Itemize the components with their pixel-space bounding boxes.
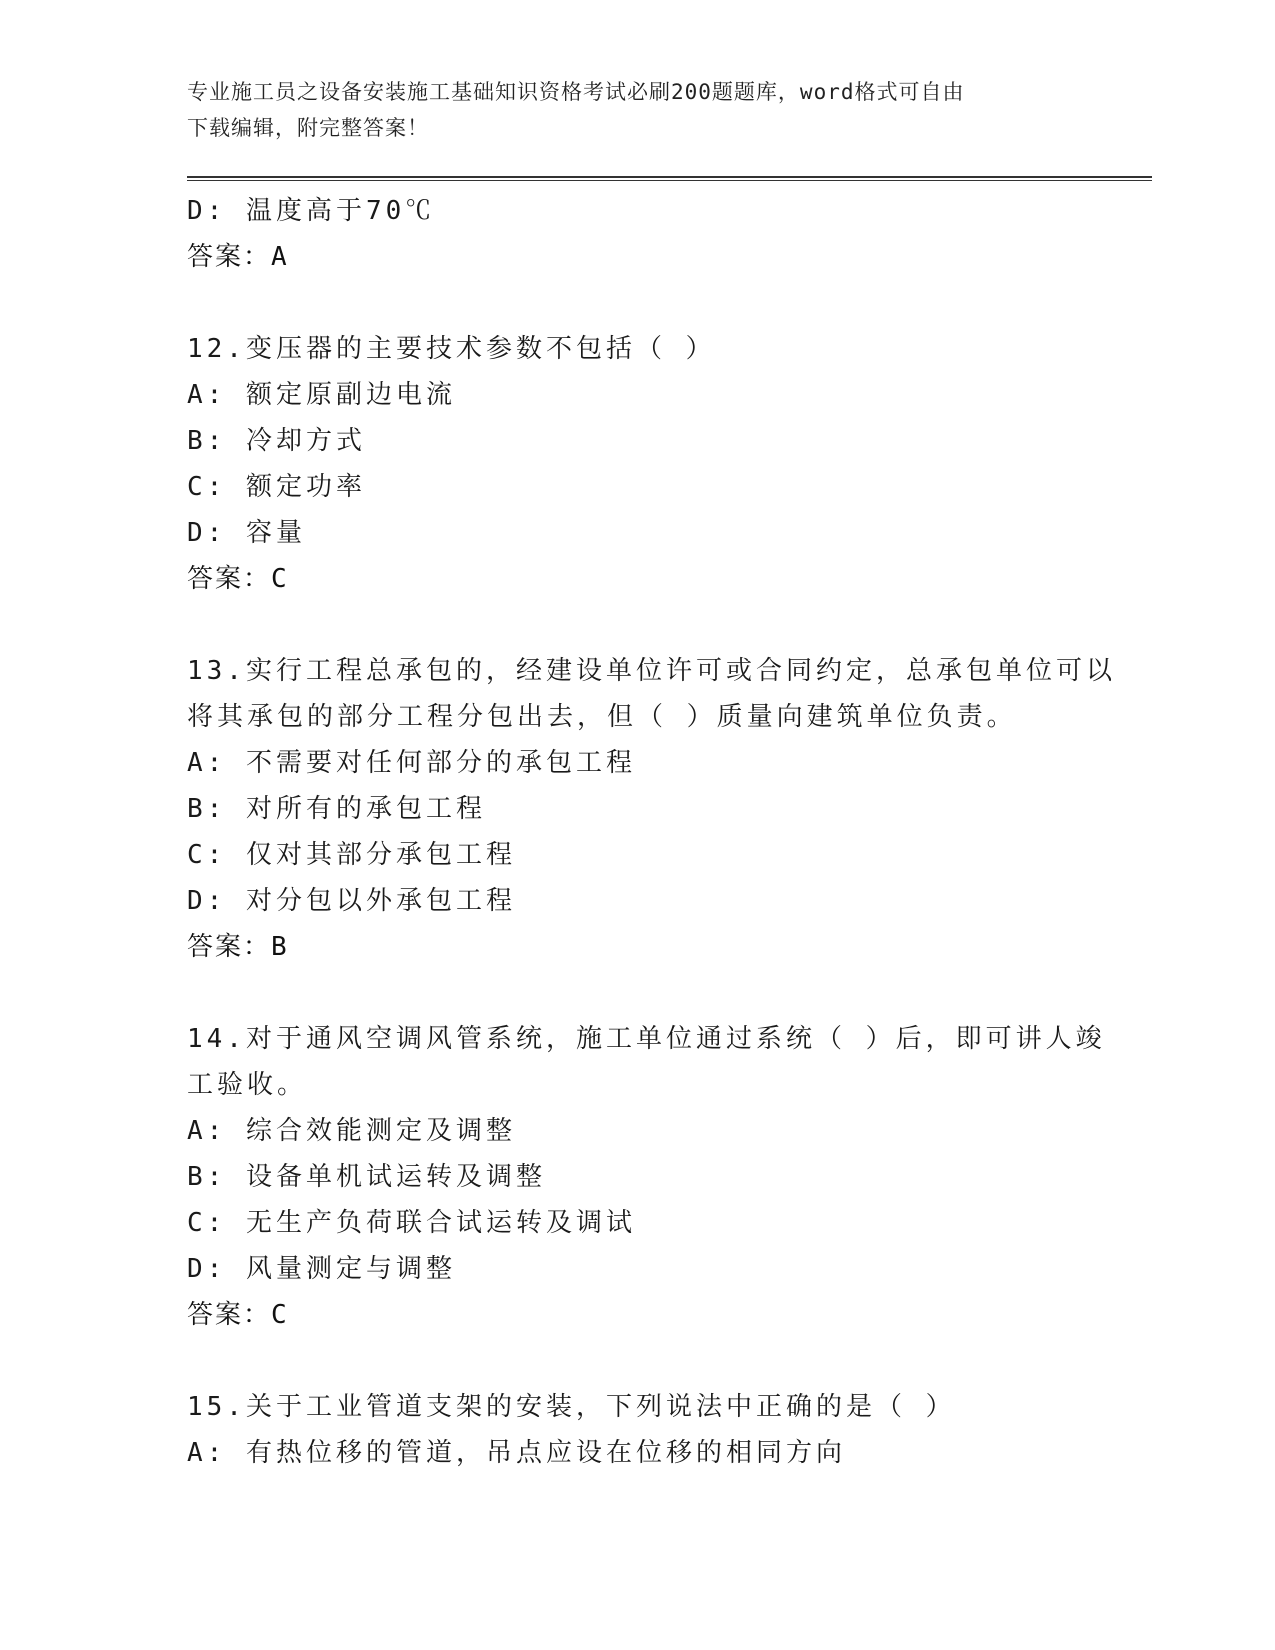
answer-label: 答案： xyxy=(187,242,272,272)
page-header xyxy=(187,74,1087,146)
option-a: A: 综合效能测定及调整 xyxy=(187,1116,516,1146)
header-title-line-1: 专业施工员之设备安装施工基础知识资格考试必刷200题题库，word格式可自由 xyxy=(187,80,965,104)
question-stem: 12.变压器的主要技术参数不包括（ ） xyxy=(187,334,716,364)
answer-value: C xyxy=(271,1300,287,1330)
option-b: B: 冷却方式 xyxy=(187,426,366,456)
question-list xyxy=(187,188,1116,1476)
question-stem-continued: 将其承包的部分工程分包出去，但（ ）质量向建筑单位负责。 xyxy=(187,702,1017,732)
answer-value: C xyxy=(271,564,287,594)
answer-value: B xyxy=(271,932,287,962)
option-d: D: 容量 xyxy=(187,518,306,548)
answer-line xyxy=(187,924,1087,970)
question-stem: 15.关于工业管道支架的安装，下列说法中正确的是（ ） xyxy=(187,1392,956,1422)
option-c: C: 无生产负荷联合试运转及调试 xyxy=(187,1208,636,1238)
answer-line xyxy=(187,1292,1087,1338)
option-d: D: 温度高于70℃ xyxy=(187,196,436,226)
option-a: A: 额定原副边电流 xyxy=(187,380,456,410)
option-d: D: 风量测定与调整 xyxy=(187,1254,456,1284)
spacer xyxy=(187,280,1087,326)
answer-label: 答案： xyxy=(187,564,272,594)
header-title-line-2: 下载编辑，附完整答案！ xyxy=(187,116,429,140)
question-stem: 13.实行工程总承包的，经建设单位许可或合同约定，总承包单位可以 xyxy=(187,656,1116,686)
option-b: B: 对所有的承包工程 xyxy=(187,794,486,824)
option-b: B: 设备单机试运转及调整 xyxy=(187,1162,546,1192)
question-stem-continued: 工验收。 xyxy=(187,1070,308,1100)
answer-label: 答案： xyxy=(187,932,272,962)
option-a: A: 不需要对任何部分的承包工程 xyxy=(187,748,636,778)
header-divider xyxy=(187,176,1152,181)
answer-line xyxy=(187,556,1087,602)
answer-label: 答案： xyxy=(187,1300,272,1330)
answer-line xyxy=(187,234,1087,280)
spacer xyxy=(187,970,1087,1016)
option-c: C: 额定功率 xyxy=(187,472,366,502)
answer-value: A xyxy=(271,242,287,272)
option-a: A: 有热位移的管道，吊点应设在位移的相同方向 xyxy=(187,1438,846,1468)
option-d: D: 对分包以外承包工程 xyxy=(187,886,516,916)
spacer xyxy=(187,602,1087,648)
question-stem: 14.对于通风空调风管系统，施工单位通过系统（ ）后，即可讲人竣 xyxy=(187,1024,1106,1054)
spacer xyxy=(187,1338,1087,1384)
option-c: C: 仅对其部分承包工程 xyxy=(187,840,516,870)
